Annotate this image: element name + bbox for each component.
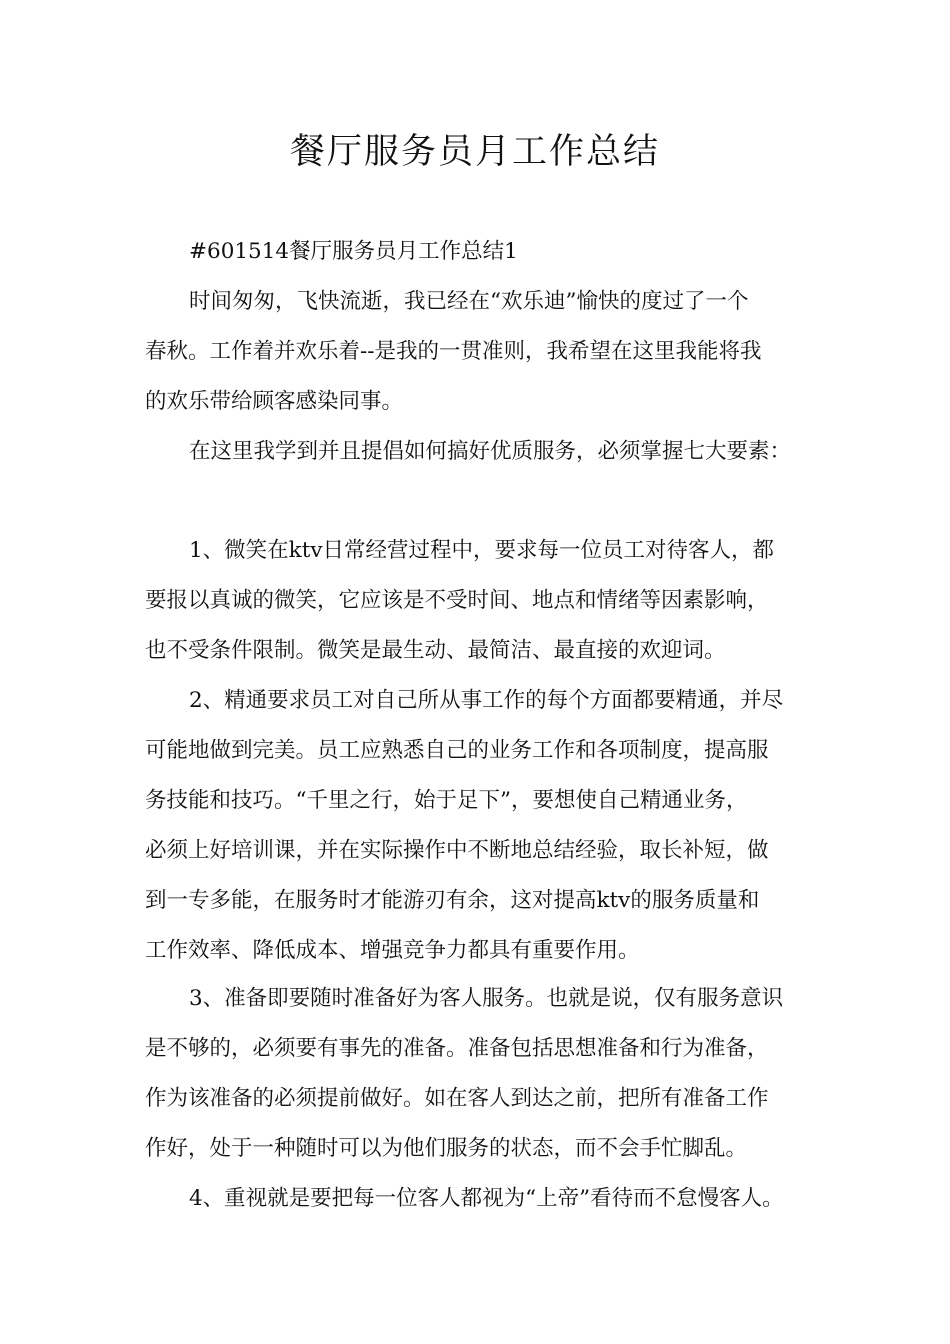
paragraph-line: 作好，处于一种随时可以为他们服务的状态，而不会手忙脚乱。 [145, 1136, 748, 1161]
paragraph-line: 可能地做到完美。员工应熟悉自己的业务工作和各项制度，提高服 [145, 738, 769, 763]
paragraph-line: 4、重视就是要把每一位客人都视为“上帝”看待而不怠慢客人。 [189, 1186, 784, 1211]
document-subtitle [145, 227, 835, 277]
paragraph-line: 2、精通要求员工对自己所从事工作的每个方面都要精通，并尽 [189, 688, 784, 713]
paragraph-item-3-preparation [145, 974, 835, 1174]
paragraph-line: 必须上好培训课，并在实际操作中不断地总结经验，取长补短，做 [145, 838, 769, 863]
paragraph-elements-intro [145, 427, 835, 477]
paragraph-item-1-smile [145, 526, 835, 676]
paragraph-line: 春秋。工作着并欢乐着--是我的一贯准则，我希望在这里我能将我 [145, 339, 762, 364]
paragraph-line: 时间匆匆，飞快流逝，我已经在“欢乐迪”愉快的度过了一个 [189, 289, 749, 314]
paragraph-intro [145, 277, 835, 427]
paragraph-line: 1、微笑在ktv日常经营过程中，要求每一位员工对待客人，都 [189, 538, 774, 563]
paragraph-line: 的欢乐带给顾客感染同事。 [145, 389, 404, 414]
paragraph-item-2-proficiency [145, 676, 835, 976]
paragraph-line: 是不够的，必须要有事先的准备。准备包括思想准备和行为准备， [145, 1036, 769, 1061]
paragraph-item-4-attention [145, 1174, 835, 1224]
paragraph-line: 要报以真诚的微笑，它应该是不受时间、地点和情绪等因素影响， [145, 588, 769, 613]
paragraph-line: 工作效率、降低成本、增强竞争力都具有重要作用。 [145, 938, 640, 963]
paragraph-line: 到一专多能，在服务时才能游刃有余，这对提高ktv的服务质量和 [145, 888, 760, 913]
paragraph-line: 作为该准备的必须提前做好。如在客人到达之前，把所有准备工作 [145, 1086, 769, 1111]
paragraph-line: 在这里我学到并且提倡如何搞好优质服务，必须掌握七大要素： [189, 439, 792, 464]
paragraph-line: 务技能和技巧。“千里之行，始于足下”，要想使自己精通业务， [145, 788, 748, 813]
subtitle-line: #601514餐厅服务员月工作总结1 [189, 239, 518, 264]
paragraph-line: 也不受条件限制。微笑是最生动、最简洁、最直接的欢迎词。 [145, 638, 726, 663]
paragraph-line: 3、准备即要随时准备好为客人服务。也就是说，仅有服务意识 [189, 986, 784, 1011]
document-title: 餐厅服务员月工作总结 [289, 132, 660, 172]
